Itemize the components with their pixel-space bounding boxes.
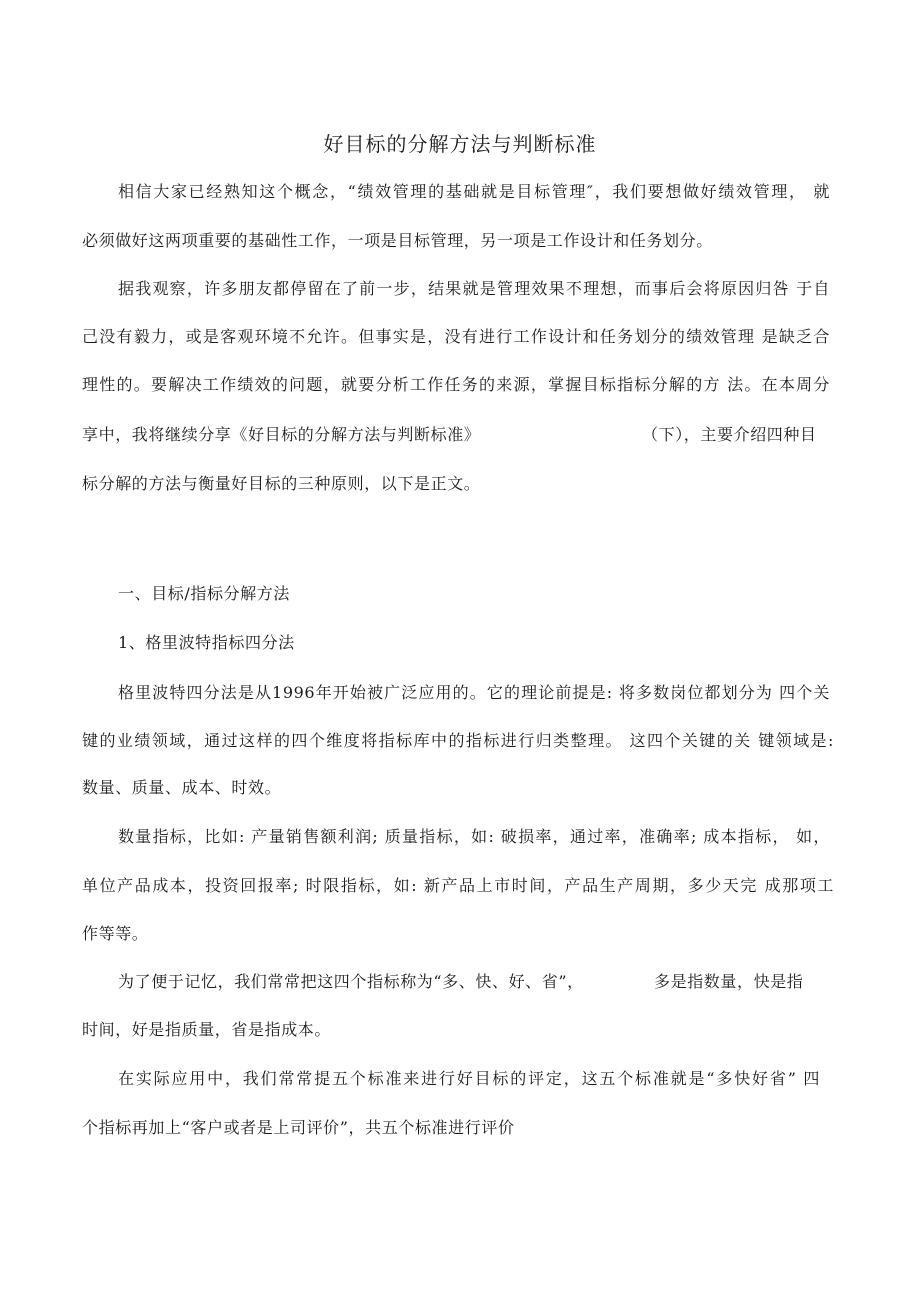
section-heading: 一、目标/指标分解方法 bbox=[118, 584, 290, 603]
paragraph-5-line-1b: 多是指数量，快是指 bbox=[654, 972, 804, 991]
paragraph-2-line-4b: （下），主要介绍四种目 bbox=[642, 425, 817, 444]
paragraph-4-line-1: 数量指标，比如: 产量销售额利润; 质量指标，如: 破损率，通过率，准确率; 成本指标， 如， bbox=[118, 827, 830, 846]
paragraph-2-line-1: 据我观察，许多朋友都停留在了前一步，结果就是管理效果不理想，而事后会将原因归咎 于自 bbox=[118, 279, 830, 298]
paragraph-4-line-2: 单位产品成本，投资回报率; 时限指标，如: 新产品上市时间，产品生产周期，多少天完 成那项工 bbox=[82, 876, 834, 895]
paragraph-2-line-2: 己没有毅力，或是客观环境不允许。但事实是，没有进行工作设计和任务划分的绩效管理 是缺乏合 bbox=[82, 327, 830, 346]
paragraph-5-line-2: 时间，好是指质量，省是指成本。 bbox=[82, 1020, 332, 1039]
paragraph-3-line-3: 数量、质量、成本、时效。 bbox=[82, 778, 282, 797]
paragraph-2-line-5: 标分解的方法与衡量好目标的三种原则，以下是正文。 bbox=[82, 474, 481, 493]
subsection-heading: 1、格里波特指标四分法 bbox=[118, 633, 295, 652]
paragraph-3-line-1: 格里波特四分法是从1996年开始被广泛应用的。它的理论前提是: 将多数岗位都划分为 四个关 bbox=[118, 683, 830, 702]
paragraph-6-line-2: 个指标再加上“客户或者是上司评价”，共五个标准进行评价 bbox=[82, 1118, 515, 1137]
paragraph-6-line-1: 在实际应用中，我们常常提五个标准来进行好目标的评定，这五个标准就是“多快好省” 四 bbox=[118, 1069, 820, 1088]
paragraph-2-line-4a: 享中，我将继续分享《好目标的分解方法与判断标准》 bbox=[82, 425, 481, 444]
paragraph-5-line-1a: 为了便于记忆，我们常常把这四个指标称为“多、快、好、省”， bbox=[118, 972, 584, 991]
paragraph-1-line-2: 必须做好这两项重要的基础性工作，一项是目标管理，另一项是工作设计和任务划分。 bbox=[82, 231, 713, 250]
paragraph-1-line-1: 相信大家已经熟知这个概念，“绩效管理的基础就是目标管理″，我们要想做好绩效管理， 就 bbox=[118, 182, 830, 201]
paragraph-4-line-3: 作等等。 bbox=[82, 924, 149, 943]
paragraph-2-line-3: 理性的。要解决工作绩效的问题，就要分析工作任务的来源，掌握目标指标分解的方 法。在本周分 bbox=[82, 375, 830, 394]
document-title: 好目标的分解方法与判断标准 bbox=[323, 132, 597, 156]
paragraph-3-line-2: 键的业绩领域，通过这样的四个维度将指标库中的指标进行归类整理。 这四个关键的关 键领域是: bbox=[82, 731, 834, 750]
